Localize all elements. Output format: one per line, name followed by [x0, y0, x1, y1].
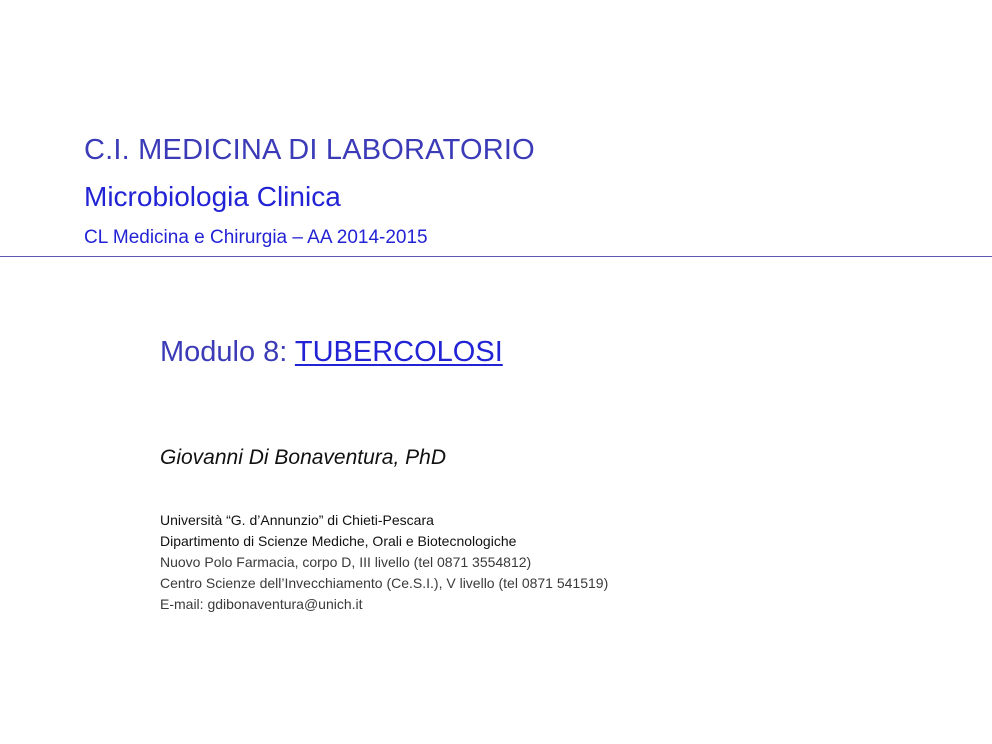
university-name: Università “G. d’Annunzio” di Chieti-Pescara: [160, 512, 434, 528]
department-name: Dipartimento di Scienze Mediche, Orali e Biotecnologiche: [160, 533, 517, 549]
email-line: E-mail: gdibonaventura@unich.it: [160, 596, 363, 612]
subject-title: Microbiologia Clinica: [84, 181, 341, 212]
header-divider: [0, 256, 992, 257]
course-year-line: CL Medicina e Chirurgia – AA 2014-2015: [84, 227, 428, 248]
course-title: C.I. MEDICINA DI LABORATORIO: [84, 134, 535, 166]
module-prefix: Modulo 8:: [160, 336, 295, 368]
module-topic-link[interactable]: TUBERCOLOSI: [294, 336, 503, 368]
office-address-1: Nuovo Polo Farmacia, corpo D, III livello (tel 0871 3554812): [160, 554, 532, 570]
author-name: Giovanni Di Bonaventura, PhD: [160, 446, 446, 469]
affiliation-block: [160, 510, 608, 615]
module-heading: [160, 336, 503, 369]
office-address-2: Centro Scienze dell’Invecchiamento (Ce.S.I.), V livello (tel 0871 541519): [160, 575, 609, 591]
